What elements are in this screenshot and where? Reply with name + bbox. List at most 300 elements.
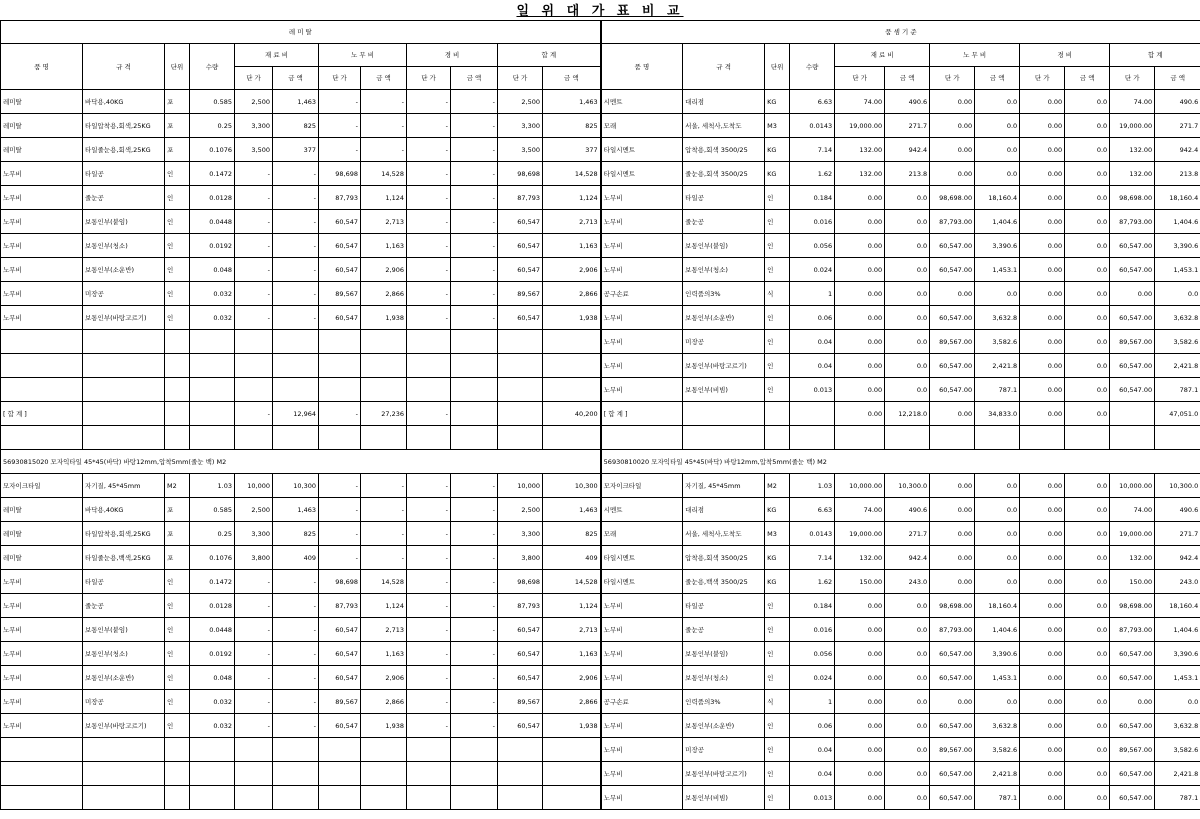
left-cell-total-amount: 409 [543,546,601,570]
left-cell-material-amount: - [273,186,319,210]
left-cell-spec: 타일줄눈용,백색,25KG [83,546,165,570]
right-cell-total-price: 87,793.00 [1110,618,1155,642]
left-cell-total-amount: 377 [543,138,601,162]
right-cell-expense-amount: 0.0 [1065,306,1110,330]
left-cell-expense-price: - [407,306,451,330]
right-cell-name: 노무비 [601,330,683,354]
left-cell-material-price: - [235,666,273,690]
left-cell-name: 노무비 [1,690,83,714]
left-cell-material-amount: - [273,306,319,330]
left-cell-qty: 0.0128 [190,594,235,618]
right-cell-spec: 줄눈용,회색 3500/25 [683,162,765,186]
right-cell-unit: 인 [765,330,790,354]
left-cell-unit: 포 [165,138,190,162]
left-cell-spec: 바닥용,40KG [83,498,165,522]
header-material: 재 료 비 [235,44,319,67]
left-cell-total-amount: 1,163 [543,234,601,258]
column-header-row [1,44,1200,67]
header-unit-price: 단 가 [235,67,273,90]
left-cell-labor-price: - [319,90,361,114]
right-cell-labor-amount: 1,453.1 [975,666,1020,690]
header-spec: 규 격 [683,44,765,90]
right-cell-expense-price: 0.00 [1020,114,1065,138]
right-cell-name: [ 합 계 ] [601,402,683,426]
page-title-container [0,0,1200,20]
right-cell-labor-price: 0.00 [930,138,975,162]
right-cell-labor-price: 87,793.00 [930,210,975,234]
header-name: 품 명 [1,44,83,90]
right-cell-expense-amount: 0.0 [1065,738,1110,762]
header-amount: 금 액 [543,67,601,90]
left-cell-name [1,330,83,354]
left-cell-spec [83,786,165,810]
right-cell-expense-price [1020,426,1065,450]
right-cell-labor-price: 98,698.00 [930,594,975,618]
left-cell-total-amount [543,354,601,378]
left-cell-material-amount: 377 [273,138,319,162]
right-cell-unit: M3 [765,522,790,546]
left-cell-unit: 인 [165,594,190,618]
right-cell-spec: 줄눈공 [683,618,765,642]
left-cell-unit: 인 [165,642,190,666]
left-cell-expense-amount: - [451,234,498,258]
right-cell-material-price: 0.00 [835,186,885,210]
right-cell-total-amount: 1,453.1 [1155,666,1200,690]
right-cell-material-price: 0.00 [835,666,885,690]
right-cell-expense-amount: 0.0 [1065,594,1110,618]
left-cell-name: 노무비 [1,666,83,690]
left-cell-labor-amount: - [361,138,407,162]
left-cell-material-price: - [235,258,273,282]
left-cell-material-price [235,786,273,810]
table-row [1,570,1200,594]
left-cell-total-price: 10,000 [498,474,543,498]
right-cell-spec: 미장공 [683,330,765,354]
left-cell-material-price: 2,500 [235,90,273,114]
left-cell-labor-amount: 1,938 [361,306,407,330]
right-cell-name: 노무비 [601,786,683,810]
left-cell-total-price: 3,300 [498,522,543,546]
right-cell-unit: 인 [765,762,790,786]
left-cell-qty: 0.1472 [190,570,235,594]
right-cell-labor-amount: 0.0 [975,690,1020,714]
left-cell-material-price: - [235,306,273,330]
right-cell-expense-amount: 0.0 [1065,642,1110,666]
left-cell-labor-price: - [319,402,361,426]
right-cell-spec: 타일공 [683,594,765,618]
right-cell-labor-price: 60,547.00 [930,642,975,666]
left-cell-unit: 인 [165,690,190,714]
right-cell-expense-amount: 0.0 [1065,690,1110,714]
left-cell-qty: 0.1076 [190,546,235,570]
left-cell-labor-price: 60,547 [319,234,361,258]
right-cell-total-amount: 3,632.8 [1155,306,1200,330]
right-cell-spec: 보통인부(소운반) [683,306,765,330]
table-row [1,378,1200,402]
right-cell-labor-price: 0.00 [930,546,975,570]
left-cell-qty: 0.032 [190,282,235,306]
left-cell-material-price: - [235,618,273,642]
left-cell-labor-amount: 2,713 [361,210,407,234]
table-row [1,714,1200,738]
left-cell-spec: 타일줄눈용,회색,25KG [83,138,165,162]
table-row [1,354,1200,378]
right-cell-expense-amount: 0.0 [1065,138,1110,162]
left-cell-spec: 보통인부(청소) [83,234,165,258]
right-cell-labor-price: 0.00 [930,90,975,114]
table-row [1,690,1200,714]
left-cell-spec: 보통인부(바탕고르기) [83,714,165,738]
right-cell-labor-price: 0.00 [930,114,975,138]
right-cell-name: 공구손료 [601,690,683,714]
right-cell-material-price: 0.00 [835,210,885,234]
right-cell-name: 타일시멘트 [601,162,683,186]
right-cell-material-price: 19,000.00 [835,522,885,546]
left-cell-name: 레미탈 [1,114,83,138]
left-cell-unit: 포 [165,114,190,138]
left-cell-labor-price: 98,698 [319,162,361,186]
left-cell-unit [165,354,190,378]
left-cell-qty: 0.25 [190,114,235,138]
right-cell-material-amount: 0.0 [885,714,930,738]
right-cell-total-amount: 0.0 [1155,282,1200,306]
left-cell-total-price [498,378,543,402]
right-cell-spec: 압착용,회색 3500/25 [683,546,765,570]
right-cell-labor-price: 60,547.00 [930,378,975,402]
right-cell-material-price: 19,000.00 [835,114,885,138]
right-cell-material-amount [885,426,930,450]
left-cell-name: 노무비 [1,570,83,594]
right-cell-labor-price: 60,547.00 [930,762,975,786]
left-cell-labor-price: 60,547 [319,714,361,738]
right-cell-material-price: 74.00 [835,90,885,114]
left-cell-total-price: 3,300 [498,114,543,138]
left-cell-labor-price: - [319,498,361,522]
left-cell-total-price: 2,500 [498,90,543,114]
left-cell-labor-price: 60,547 [319,210,361,234]
left-cell-qty: 0.0128 [190,186,235,210]
left-cell-expense-price [407,330,451,354]
right-cell-material-price: 0.00 [835,786,885,810]
right-cell-labor-amount: 0.0 [975,162,1020,186]
left-cell-unit: 포 [165,498,190,522]
right-cell-labor-price: 0.00 [930,282,975,306]
left-cell-material-price: - [235,234,273,258]
right-cell-labor-price: 87,793.00 [930,618,975,642]
right-cell-unit: 인 [765,786,790,810]
right-cell-expense-price: 0.00 [1020,594,1065,618]
right-cell-expense-price: 0.00 [1020,282,1065,306]
left-cell-expense-amount [451,786,498,810]
left-cell-expense-price: - [407,258,451,282]
left-cell-total-price: 3,800 [498,546,543,570]
left-cell-material-amount: - [273,570,319,594]
left-section-title: 레 미 탈 [1,21,601,44]
right-cell-total-amount: 3,632.8 [1155,714,1200,738]
left-cell-expense-amount: - [451,210,498,234]
left-cell-qty [190,426,235,450]
left-cell-total-price: 60,547 [498,306,543,330]
left-cell-material-amount: - [273,162,319,186]
left-cell-name: 레미탈 [1,546,83,570]
right-cell-material-price: 0.00 [835,402,885,426]
left-cell-unit: 인 [165,234,190,258]
right-cell-name: 노무비 [601,618,683,642]
left-cell-expense-amount: - [451,522,498,546]
header-expense: 경 비 [407,44,498,67]
right-cell-expense-amount: 0.0 [1065,714,1110,738]
right-cell-name: 시멘트 [601,498,683,522]
right-cell-material-amount: 0.0 [885,378,930,402]
right-cell-spec [683,426,765,450]
right-cell-labor-amount: 18,160.4 [975,186,1020,210]
left-cell-material-price [235,378,273,402]
left-cell-spec [83,402,165,426]
right-cell-total-amount: 271.7 [1155,114,1200,138]
left-cell-qty: 0.0448 [190,618,235,642]
left-cell-labor-amount: 1,124 [361,594,407,618]
right-cell-material-amount: 0.0 [885,618,930,642]
right-cell-expense-price: 0.00 [1020,762,1065,786]
table-row [1,522,1200,546]
left-cell-total-price [498,786,543,810]
right-cell-expense-price: 0.00 [1020,186,1065,210]
left-cell-total-amount [543,762,601,786]
table-row [1,306,1200,330]
left-cell-expense-amount: - [451,690,498,714]
right-cell-material-price: 0.00 [835,378,885,402]
left-cell-spec [83,354,165,378]
right-cell-unit: 인 [765,234,790,258]
left-cell-total-amount: 2,906 [543,666,601,690]
right-cell-qty: 1 [790,690,835,714]
right-cell-material-amount: 0.0 [885,690,930,714]
right-cell-unit: 식 [765,282,790,306]
left-cell-total-amount: 2,866 [543,690,601,714]
left-cell-expense-amount [451,762,498,786]
right-cell-material-amount: 0.0 [885,786,930,810]
left-cell-material-price: - [235,162,273,186]
left-cell-spec [83,426,165,450]
left-cell-total-amount: 1,938 [543,306,601,330]
left-cell-material-amount [273,786,319,810]
left-cell-name [1,354,83,378]
right-cell-material-price: 0.00 [835,690,885,714]
left-cell-qty: 0.0192 [190,234,235,258]
right-cell-total-amount: 243.0 [1155,570,1200,594]
right-cell-unit: KG [765,498,790,522]
left-cell-total-price: 3,500 [498,138,543,162]
left-cell-expense-amount: - [451,714,498,738]
left-cell-expense-price: - [407,210,451,234]
right-cell-total-price: 19,000.00 [1110,114,1155,138]
left-cell-qty: 0.585 [190,498,235,522]
right-cell-expense-amount: 0.0 [1065,546,1110,570]
left-cell-name: 노무비 [1,714,83,738]
right-cell-material-amount: 0.0 [885,642,930,666]
left-cell-material-amount: 1,463 [273,90,319,114]
right-cell-material-price: 150.00 [835,570,885,594]
right-cell-material-price: 0.00 [835,642,885,666]
left-cell-labor-price: - [319,114,361,138]
left-cell-expense-amount: - [451,666,498,690]
table-row [1,90,1200,114]
header-labor: 노 무 비 [930,44,1020,67]
right-cell-name: 노무비 [601,714,683,738]
left-cell-total-price: 60,547 [498,714,543,738]
left-cell-total-amount: 1,463 [543,498,601,522]
left-cell-expense-amount [451,330,498,354]
right-cell-material-price: 0.00 [835,762,885,786]
right-cell-unit: 인 [765,618,790,642]
header-amount: 금 액 [451,67,498,90]
right-cell-spec: 서울, 세척사,도착도 [683,522,765,546]
right-cell-qty: 0.016 [790,210,835,234]
right-cell-material-amount: 213.8 [885,162,930,186]
left-cell-labor-price: 60,547 [319,618,361,642]
right-cell-labor-price: 0.00 [930,474,975,498]
left-cell-total-amount: 1,163 [543,642,601,666]
left-cell-labor-amount: 2,866 [361,690,407,714]
left-cell-expense-price: - [407,546,451,570]
left-cell-total-amount: 1,463 [543,90,601,114]
right-cell-material-price: 132.00 [835,162,885,186]
left-cell-material-price: - [235,642,273,666]
right-cell-expense-amount: 0.0 [1065,234,1110,258]
left-cell-expense-amount [451,738,498,762]
left-cell-expense-amount: - [451,546,498,570]
header-amount: 금 액 [361,67,407,90]
right-cell-name: 노무비 [601,666,683,690]
left-cell-spec: 보통인부(소운반) [83,258,165,282]
table-row [1,546,1200,570]
right-cell-material-amount: 0.0 [885,594,930,618]
right-cell-material-price: 0.00 [835,714,885,738]
left-cell-name [1,378,83,402]
table-row [1,186,1200,210]
right-cell-unit: 인 [765,714,790,738]
left-cell-name: 노무비 [1,594,83,618]
right-cell-labor-price: 60,547.00 [930,666,975,690]
right-cell-material-price: 0.00 [835,618,885,642]
right-cell-spec: 줄눈용,백색 3500/25 [683,570,765,594]
right-cell-expense-amount: 0.0 [1065,258,1110,282]
right-cell-material-amount: 271.7 [885,522,930,546]
header-material: 재 료 비 [835,44,930,67]
right-cell-expense-price: 0.00 [1020,474,1065,498]
right-cell-expense-amount: 0.0 [1065,498,1110,522]
right-cell-unit: 인 [765,642,790,666]
left-cell-expense-amount: - [451,90,498,114]
left-cell-material-amount: - [273,234,319,258]
left-cell-total-price: 60,547 [498,258,543,282]
right-cell-material-amount: 0.0 [885,210,930,234]
right-cell-unit: 인 [765,354,790,378]
right-cell-labor-price: 60,547.00 [930,234,975,258]
right-cell-total-amount: 1,404.6 [1155,210,1200,234]
left-cell-labor-amount: - [361,498,407,522]
right-cell-name: 노무비 [601,234,683,258]
left-cell-expense-price: - [407,522,451,546]
right-cell-name: 타일시멘트 [601,546,683,570]
left-cell-name: 노무비 [1,618,83,642]
left-cell-qty [190,354,235,378]
right-cell-qty: 0.0143 [790,114,835,138]
table-row [1,234,1200,258]
left-cell-unit [165,378,190,402]
right-cell-total-price: 132.00 [1110,138,1155,162]
left-cell-labor-price [319,378,361,402]
right-cell-expense-price: 0.00 [1020,210,1065,234]
left-cell-expense-price [407,354,451,378]
left-cell-spec: 미장공 [83,282,165,306]
left-cell-spec: 보통인부(바탕고르기) [83,306,165,330]
header-qty: 수량 [790,44,835,90]
left-cell-total-price: 87,793 [498,594,543,618]
right-cell-expense-price: 0.00 [1020,522,1065,546]
left-cell-unit: 인 [165,714,190,738]
left-cell-material-price [235,762,273,786]
left-cell-labor-price: 60,547 [319,642,361,666]
left-cell-material-price: 3,800 [235,546,273,570]
left-cell-labor-amount: 14,528 [361,162,407,186]
right-cell-name: 노무비 [601,354,683,378]
right-cell-total-price: 60,547.00 [1110,642,1155,666]
right-cell-spec: 압착용,회색 3500/25 [683,138,765,162]
right-cell-material-amount: 0.0 [885,234,930,258]
left-cell-unit [165,402,190,426]
right-cell-labor-amount: 0.0 [975,498,1020,522]
left-cell-material-price [235,426,273,450]
left-cell-name: 노무비 [1,306,83,330]
left-cell-total-amount: 825 [543,114,601,138]
left-cell-name: 노무비 [1,642,83,666]
right-cell-spec: 미장공 [683,738,765,762]
left-cell-labor-price: 87,793 [319,186,361,210]
left-cell-labor-amount [361,354,407,378]
right-cell-material-amount: 0.0 [885,330,930,354]
table-row [1,210,1200,234]
right-cell-total-price: 60,547.00 [1110,786,1155,810]
right-cell-labor-amount: 3,390.6 [975,642,1020,666]
left-cell-labor-amount: 1,163 [361,234,407,258]
left-cell-qty [190,402,235,426]
left-cell-total-price: 87,793 [498,186,543,210]
left-cell-material-amount: - [273,618,319,642]
header-unit-price: 단 가 [930,67,975,90]
right-cell-labor-amount: 0.0 [975,282,1020,306]
right-cell-labor-amount: 0.0 [975,90,1020,114]
right-cell-material-price: 10,000.00 [835,474,885,498]
left-cell-labor-price [319,354,361,378]
right-cell-name: 시멘트 [601,90,683,114]
right-cell-qty: 0.184 [790,186,835,210]
right-cell-expense-amount: 0.0 [1065,522,1110,546]
left-cell-material-amount: - [273,282,319,306]
right-cell-expense-price: 0.00 [1020,234,1065,258]
right-cell-expense-amount: 0.0 [1065,762,1110,786]
left-cell-labor-amount: 1,163 [361,642,407,666]
left-cell-expense-price: - [407,402,451,426]
left-cell-labor-amount: 1,938 [361,714,407,738]
right-cell-material-amount: 0.0 [885,282,930,306]
left-cell-expense-price: - [407,186,451,210]
left-cell-material-amount [273,426,319,450]
left-cell-spec: 타일공 [83,162,165,186]
left-cell-material-amount: 825 [273,522,319,546]
left-cell-expense-price [407,738,451,762]
left-cell-material-amount: 1,463 [273,498,319,522]
